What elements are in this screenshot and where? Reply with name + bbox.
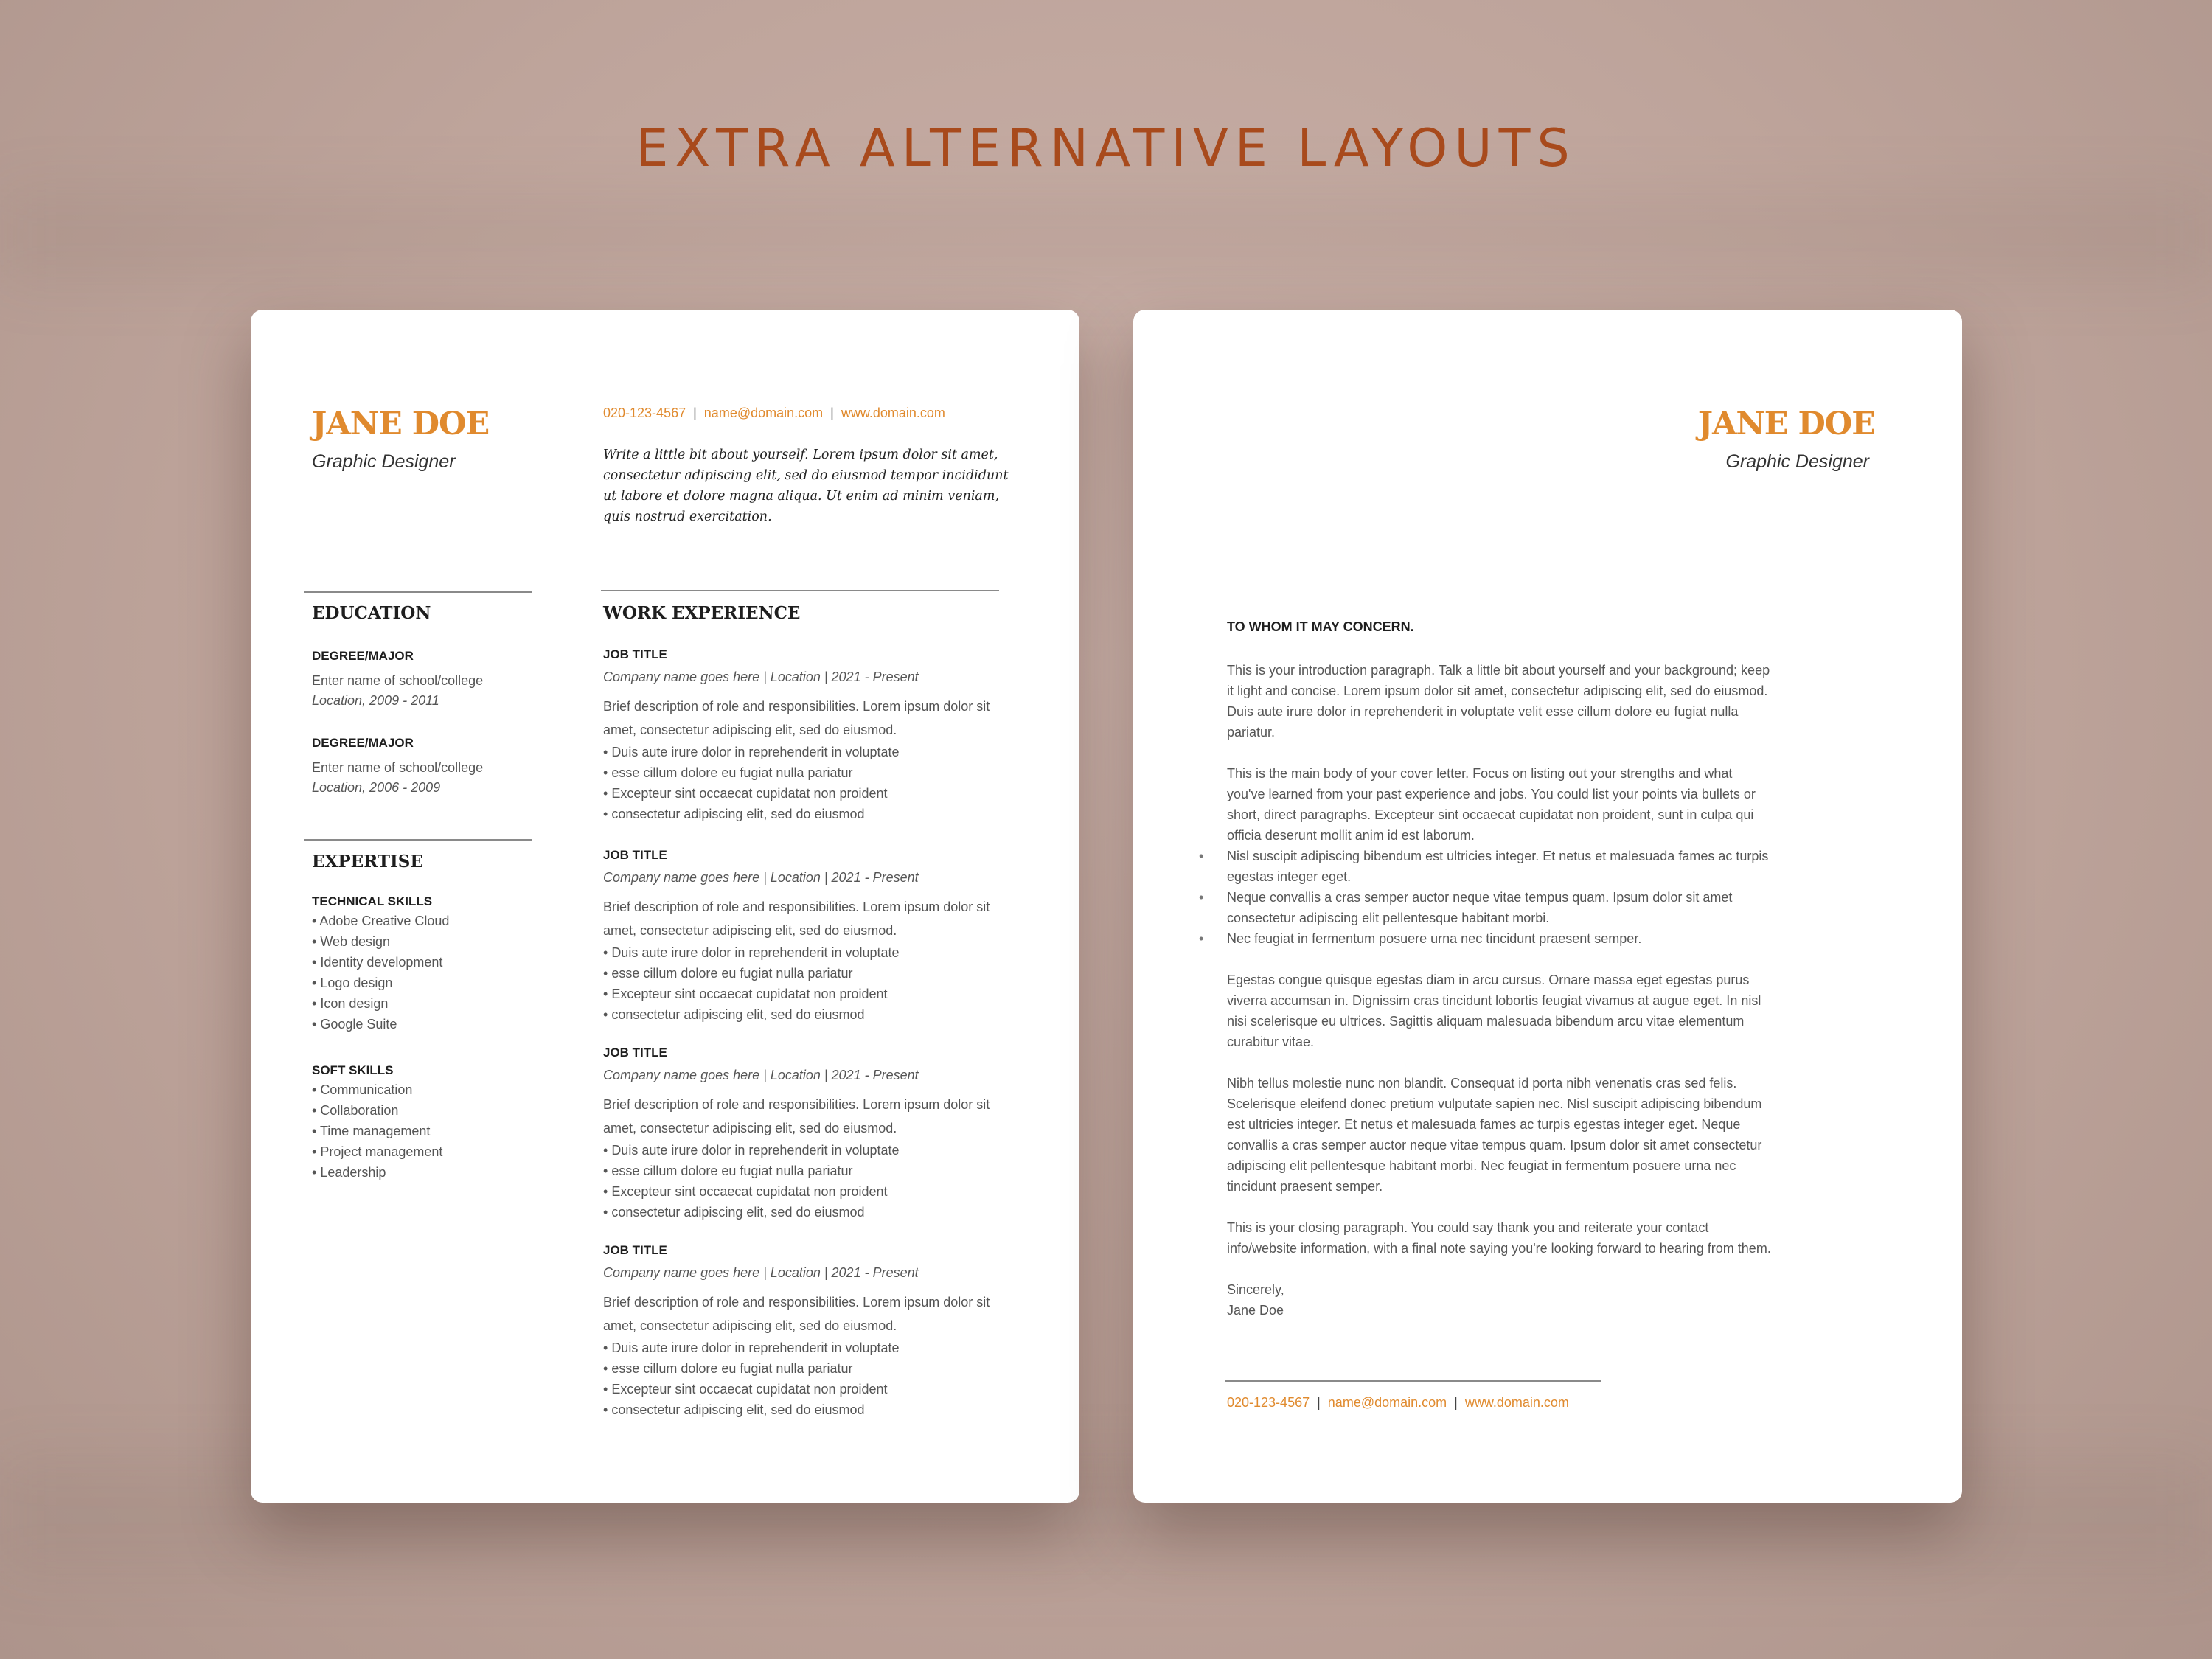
education-school: Enter name of school/college (312, 760, 484, 775)
list-item: • consectetur adipiscing elit, sed do eiusmod (603, 1004, 1016, 1025)
list-item: • Duis aute irure dolor in reprehenderit in voluptate (603, 742, 1016, 762)
job-description: Brief description of role and responsibilities. Lorem ipsum dolor sit amet, consectetur adipiscing elit, sed do eiusmod. (603, 699, 990, 737)
job-entry (603, 1243, 1016, 1420)
job-bullets (603, 1140, 1016, 1222)
job-title: JOB TITLE (603, 1046, 667, 1060)
work-experience-heading: WORK EXPERIENCE (603, 603, 801, 623)
list-item: • Excepteur sint occaecat cupidatat non proident (603, 984, 1016, 1004)
phone-link[interactable]: 020-123-4567 (1227, 1395, 1310, 1410)
list-item: • Duis aute irure dolor in reprehenderit in voluptate (603, 942, 1016, 963)
background-shadow-band (0, 192, 2212, 280)
page-headline: EXTRA ALTERNATIVE LAYOUTS (636, 118, 1576, 178)
email-link[interactable]: name@domain.com (1327, 1395, 1447, 1410)
letter-greeting: TO WHOM IT MAY CONCERN. (1227, 619, 1414, 634)
letter-role: Graphic Designer (1725, 451, 1869, 472)
list-item: • Logo design (312, 973, 449, 993)
contact-separator: | (1454, 1395, 1458, 1410)
list-item: • Duis aute irure dolor in reprehenderit in voluptate (603, 1338, 1016, 1358)
job-title: JOB TITLE (603, 848, 667, 862)
soft-skills-list (312, 1079, 442, 1183)
resume-role: Graphic Designer (312, 451, 456, 472)
letter-paragraph: Nibh tellus molestie nunc non blandit. Consequat id porta nibh venenatis cras sed felis. Scelerisque eleifend donec pretium vulputate sapien nec. Nisl suscipit adipiscing bibendum est ultricies integer. Et netus et malesuada fames ac turpis egestas integer eget. Neque convallis a cras semper auctor neque vitae tempus quam. Ipsum dolor sit amet consectetur adipiscing elit pellentesque habitant morbi. Nec feugiat in fermentum posuere urna nec tincidunt praesent semper. (1227, 1076, 1762, 1194)
resume-about: Write a little bit about yourself. Lorem ipsum dolor sit amet, consectetur adipiscing elit, sed do eiusmod tempor incididunt ut labore et dolore magna aliqua. Ut enim ad minim veniam, quis nostrud exercitation. (603, 448, 1009, 524)
job-title: JOB TITLE (603, 1243, 667, 1257)
cover-letter-page (1133, 310, 1962, 1503)
contact-separator: | (693, 406, 697, 420)
section-divider (1225, 1380, 1601, 1382)
list-item: • consectetur adipiscing elit, sed do eiusmod (603, 804, 1016, 824)
job-meta: Company name goes here | Location | 2021 - Present (603, 669, 919, 684)
letter-contact-line (1227, 1395, 1569, 1411)
website-link[interactable]: www.domain.com (1464, 1395, 1569, 1410)
job-description: Brief description of role and responsibilities. Lorem ipsum dolor sit amet, consectetur adipiscing elit, sed do eiusmod. (603, 1097, 990, 1135)
resume-name: JANE DOE (312, 406, 490, 442)
job-meta: Company name goes here | Location | 2021 - Present (603, 870, 919, 885)
list-item: • consectetur adipiscing elit, sed do eiusmod (603, 1202, 1016, 1222)
technical-skills-list (312, 911, 449, 1034)
expertise-heading: EXPERTISE (312, 852, 423, 872)
list-item: • Identity development (312, 952, 449, 973)
letter-signoff: Sincerely, (1227, 1282, 1284, 1297)
education-heading: EDUCATION (312, 603, 431, 623)
job-bullets (603, 942, 1016, 1025)
letter-name: JANE DOE (1697, 406, 1875, 442)
letter-closing-paragraph: This is your closing paragraph. You could say thank you and reiterate your contact info/website information, with a final note saying you're looking forward to hearing from them. (1227, 1220, 1771, 1256)
resume-contact-line (603, 406, 945, 421)
list-item: • Collaboration (312, 1100, 442, 1121)
list-item: • Neque convallis a cras semper auctor neque vitae tempus quam. Ipsum dolor sit amet consectetur adipiscing elit pellentesque habitant morbi. (1227, 887, 1773, 928)
list-item: • Duis aute irure dolor in reprehenderit in voluptate (603, 1140, 1016, 1161)
list-item: • Adobe Creative Cloud (312, 911, 449, 931)
list-item: • Time management (312, 1121, 442, 1141)
list-item: • Leadership (312, 1162, 442, 1183)
contact-separator: | (1317, 1395, 1321, 1410)
list-item: • Excepteur sint occaecat cupidatat non proident (603, 783, 1016, 804)
section-divider (601, 590, 999, 591)
website-link[interactable]: www.domain.com (841, 406, 945, 420)
education-school: Enter name of school/college (312, 673, 484, 688)
job-title: JOB TITLE (603, 647, 667, 661)
letter-body (1227, 619, 1773, 1321)
job-entry (603, 1046, 1016, 1222)
list-item: • esse cillum dolore eu fugiat nulla pariatur (603, 1161, 1016, 1181)
education-detail: Location, 2009 - 2011 (312, 693, 439, 708)
list-item: • Excepteur sint occaecat cupidatat non proident (603, 1379, 1016, 1399)
list-item: • Communication (312, 1079, 442, 1100)
letter-intro-paragraph: This is your introduction paragraph. Talk a little bit about yourself and your background; keep it light and concise. Lorem ipsum dolor sit amet, consectetur adipiscing elit, sed do eiusmod. Duis aute irure dolor in reprehenderit in voluptate velit esse cillum dolore eu fugiat nulla pariatur. (1227, 663, 1770, 740)
job-bullets (603, 742, 1016, 824)
section-divider (304, 591, 532, 593)
section-divider (304, 839, 532, 841)
phone-link[interactable]: 020-123-4567 (603, 406, 686, 420)
contact-separator: | (830, 406, 834, 420)
education-detail: Location, 2006 - 2009 (312, 780, 441, 795)
list-item: • consectetur adipiscing elit, sed do eiusmod (603, 1399, 1016, 1420)
technical-skills-heading: TECHNICAL SKILLS (312, 894, 433, 908)
job-entry (603, 647, 1016, 824)
list-item: • Web design (312, 931, 449, 952)
list-item: • Nec feugiat in fermentum posuere urna nec tincidunt praesent semper. (1227, 928, 1773, 949)
letter-signature: Jane Doe (1227, 1303, 1284, 1318)
education-degree: DEGREE/MAJOR (312, 649, 414, 663)
list-item: • Google Suite (312, 1014, 449, 1034)
letter-main-paragraph: This is the main body of your cover letter. Focus on listing out your strengths and what you've learned from your past experience and jobs. You could list your points via bullets or short, direct paragraphs. Excepteur sint occaecat cupidatat non proident, sunt in culpa qui officia deserunt mollit anim id est laborum. (1227, 766, 1756, 843)
soft-skills-heading: SOFT SKILLS (312, 1063, 394, 1077)
job-description: Brief description of role and responsibilities. Lorem ipsum dolor sit amet, consectetur adipiscing elit, sed do eiusmod. (603, 900, 990, 938)
email-link[interactable]: name@domain.com (703, 406, 824, 420)
list-item: • Excepteur sint occaecat cupidatat non proident (603, 1181, 1016, 1202)
letter-paragraph: Egestas congue quisque egestas diam in arcu cursus. Ornare massa eget egestas purus viverra accumsan in. Dignissim cras tincidunt lobortis feugiat vivamus at augue eget. In nisl nisi scelerisque eu ultrices. Sagittis aliquam malesuada bibendum arcu vitae elementum curabitur vitae. (1227, 973, 1761, 1049)
job-meta: Company name goes here | Location | 2021 - Present (603, 1265, 919, 1280)
job-bullets (603, 1338, 1016, 1420)
list-item: • Project management (312, 1141, 442, 1162)
resume-page (251, 310, 1079, 1503)
job-description: Brief description of role and responsibilities. Lorem ipsum dolor sit amet, consectetur adipiscing elit, sed do eiusmod. (603, 1295, 990, 1333)
education-degree: DEGREE/MAJOR (312, 736, 414, 750)
job-entry (603, 848, 1016, 1025)
list-item: • esse cillum dolore eu fugiat nulla pariatur (603, 762, 1016, 783)
list-item: • Nisl suscipit adipiscing bibendum est ultricies integer. Et netus et malesuada fames ac turpis egestas integer eget. (1227, 846, 1773, 887)
job-meta: Company name goes here | Location | 2021 - Present (603, 1068, 919, 1082)
list-item: • esse cillum dolore eu fugiat nulla pariatur (603, 1358, 1016, 1379)
letter-bullets (1227, 846, 1773, 949)
list-item: • esse cillum dolore eu fugiat nulla pariatur (603, 963, 1016, 984)
list-item: • Icon design (312, 993, 449, 1014)
